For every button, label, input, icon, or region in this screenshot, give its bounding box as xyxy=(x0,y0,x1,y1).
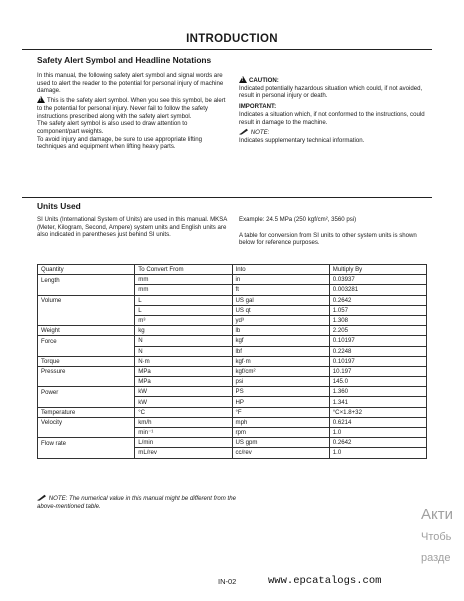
table-row xyxy=(38,346,427,356)
table-cell: 0.03937 xyxy=(329,275,426,285)
title-rule xyxy=(22,49,432,50)
table-cell: mph xyxy=(232,417,329,427)
table-cell xyxy=(38,377,135,387)
table-row xyxy=(38,275,427,285)
table-cell: PS xyxy=(232,387,329,397)
table-cell: Length xyxy=(38,275,135,285)
important-text: Indicates a situation which, if not conformed to the instructions, could result in damage to the machine. xyxy=(239,110,425,126)
site-url: www.epcatalogs.com xyxy=(268,575,382,587)
table-cell xyxy=(38,448,135,458)
table-cell: lb xyxy=(232,326,329,336)
table-row xyxy=(38,366,427,376)
table-cell: kW xyxy=(135,387,232,397)
table-cell: HP xyxy=(232,397,329,407)
table-cell: °C xyxy=(135,407,232,417)
table-cell: 0.2642 xyxy=(329,438,426,448)
safety-intro: In this manual, the following safety alert symbol and signal words are used to alert the reader to the potential for personal injury of machine damage. xyxy=(37,72,224,95)
table-cell: Temperature xyxy=(38,407,135,417)
table-cell: US gal xyxy=(232,295,329,305)
table-cell: N xyxy=(135,346,232,356)
watermark-line-2: Чтобь xyxy=(421,531,452,543)
table-cell: 0.6214 xyxy=(329,417,426,427)
table-cell: kgf·m xyxy=(232,356,329,366)
table-cell: Power xyxy=(38,387,135,397)
note-label: NOTE: xyxy=(250,129,270,137)
table-header-cell: Into xyxy=(232,265,329,275)
table-cell: L/min xyxy=(135,438,232,448)
table-cell: MPa xyxy=(135,366,232,376)
table-cell: Velocity xyxy=(38,417,135,427)
table-row xyxy=(38,407,427,417)
table-cell: Pressure xyxy=(38,366,135,376)
table-row xyxy=(38,438,427,448)
units-heading: Units Used xyxy=(37,201,81,211)
caution-label: CAUTION: xyxy=(249,77,279,84)
table-cell: 1.0 xyxy=(329,428,426,438)
table-cell: km/h xyxy=(135,417,232,427)
watermark-line-3: разде xyxy=(421,552,451,564)
table-cell: rpm xyxy=(232,428,329,438)
table-cell: ft xyxy=(232,285,329,295)
note-text: Indicates supplementary technical information. xyxy=(239,136,365,144)
table-header-cell: Multiply By xyxy=(329,265,426,275)
table-cell: 1.360 xyxy=(329,387,426,397)
table-cell: yd³ xyxy=(232,315,329,325)
table-cell: °C×1.8+32 xyxy=(329,407,426,417)
table-row xyxy=(38,417,427,427)
table-row xyxy=(38,397,427,407)
table-cell: N·m xyxy=(135,356,232,366)
pencil-icon xyxy=(239,128,249,135)
table-cell: mL/rev xyxy=(135,448,232,458)
table-cell xyxy=(38,315,135,325)
safety-heading: Safety Alert Symbol and Headline Notations xyxy=(37,55,212,65)
table-cell: 0.10197 xyxy=(329,336,426,346)
table-cell: kgf/cm² xyxy=(232,366,329,376)
table-cell: US gpm xyxy=(232,438,329,448)
table-cell xyxy=(38,285,135,295)
table-cell: 1.057 xyxy=(329,305,426,315)
table-cell: cc/rev xyxy=(232,448,329,458)
table-cell: Torque xyxy=(38,356,135,366)
table-cell: mm xyxy=(135,285,232,295)
table-header-row xyxy=(38,265,427,275)
table-row xyxy=(38,387,427,397)
caution-text: Indicated potentially hazardous situation which could, if not avoided, result in personal injury or death. xyxy=(239,84,423,100)
table-cell: Flow rate xyxy=(38,438,135,448)
table-cell: L xyxy=(135,295,232,305)
table-cell: 0.2642 xyxy=(329,295,426,305)
table-cell xyxy=(38,397,135,407)
table-cell: 10.197 xyxy=(329,366,426,376)
table-cell: kg xyxy=(135,326,232,336)
table-cell: m³ xyxy=(135,315,232,325)
caution-label-row xyxy=(239,75,429,85)
table-cell: psi xyxy=(232,377,329,387)
safety-symbol-paragraph-2: The safety alert symbol is also used to draw attention to component/part weights. xyxy=(37,120,188,135)
table-row xyxy=(38,326,427,336)
units-paragraph-1: SI Units (International System of Units) are used in this manual. MKSA (Meter, Kilogram, Second, Ampere) system units and English units are also indicated in parentheses just behind SI units. xyxy=(37,216,228,239)
watermark-line-1: Акти xyxy=(421,506,453,523)
note-label-row xyxy=(239,128,429,137)
safety-left-column xyxy=(37,72,227,151)
table-cell: US qt xyxy=(232,305,329,315)
table-row xyxy=(38,305,427,315)
table-row xyxy=(38,295,427,305)
table-cell: Force xyxy=(38,336,135,346)
important-label: IMPORTANT: xyxy=(239,103,277,111)
units-paragraph-2: A table for conversion from SI units to other system units is shown below for reference purposes. xyxy=(239,231,417,247)
table-row xyxy=(38,336,427,346)
table-header-cell: Quantity xyxy=(38,265,135,275)
table-cell: N xyxy=(135,336,232,346)
table-cell: 1.341 xyxy=(329,397,426,407)
table-cell: 145.0 xyxy=(329,377,426,387)
units-right-column xyxy=(239,216,429,247)
table-cell: min⁻¹ xyxy=(135,428,232,438)
table-cell: 0.003281 xyxy=(329,285,426,295)
table-cell: lbf xyxy=(232,346,329,356)
page-number: IN-02 xyxy=(218,577,237,586)
safety-right-column xyxy=(239,75,429,145)
conversion-table xyxy=(37,264,427,459)
caution-alert-icon xyxy=(239,76,247,83)
safety-symbol-paragraph-3: To avoid injury and damage, be sure to use appropriate lifting techniques and equipment when lifting heavy parts. xyxy=(37,135,202,151)
table-row xyxy=(38,356,427,366)
table-cell xyxy=(38,305,135,315)
table-cell: MPa xyxy=(135,377,232,387)
safety-alert-icon xyxy=(37,96,45,103)
table-cell: kgf xyxy=(232,336,329,346)
table-cell: 1.308 xyxy=(329,315,426,325)
table-header-cell: To Convert From xyxy=(135,265,232,275)
safety-symbol-paragraph: !This is the safety alert symbol. When you see this symbol, be alert to the potential for personal injury. Never fail to follow the safety instructions prescribed along with the safety alert symbol. xyxy=(37,95,227,120)
table-row xyxy=(38,448,427,458)
table-cell: in xyxy=(232,275,329,285)
table-cell: kW xyxy=(135,397,232,407)
page-title: INTRODUCTION xyxy=(186,33,278,45)
table-cell: 1.0 xyxy=(329,448,426,458)
table-cell xyxy=(38,346,135,356)
section-rule xyxy=(22,197,432,198)
table-row xyxy=(38,285,427,295)
table-cell: °F xyxy=(232,407,329,417)
table-cell: 0.10197 xyxy=(329,356,426,366)
table-row xyxy=(38,315,427,325)
table-cell: 2.205 xyxy=(329,326,426,336)
units-note-text: The numerical value in this manual might be different from the above-mentioned table. xyxy=(37,495,237,510)
table-cell: L xyxy=(135,305,232,315)
units-note-label: NOTE: xyxy=(48,495,68,502)
table-cell: mm xyxy=(135,275,232,285)
table-row xyxy=(38,377,427,387)
table-cell: 0.2248 xyxy=(329,346,426,356)
pencil-icon xyxy=(37,494,47,501)
units-note xyxy=(37,494,237,510)
table-cell: Volume xyxy=(38,295,135,305)
table-cell: Weight xyxy=(38,326,135,336)
table-cell xyxy=(38,428,135,438)
units-example: Example: 24.5 MPa (250 kgf/cm², 3560 psi) xyxy=(239,216,357,223)
table-row xyxy=(38,428,427,438)
